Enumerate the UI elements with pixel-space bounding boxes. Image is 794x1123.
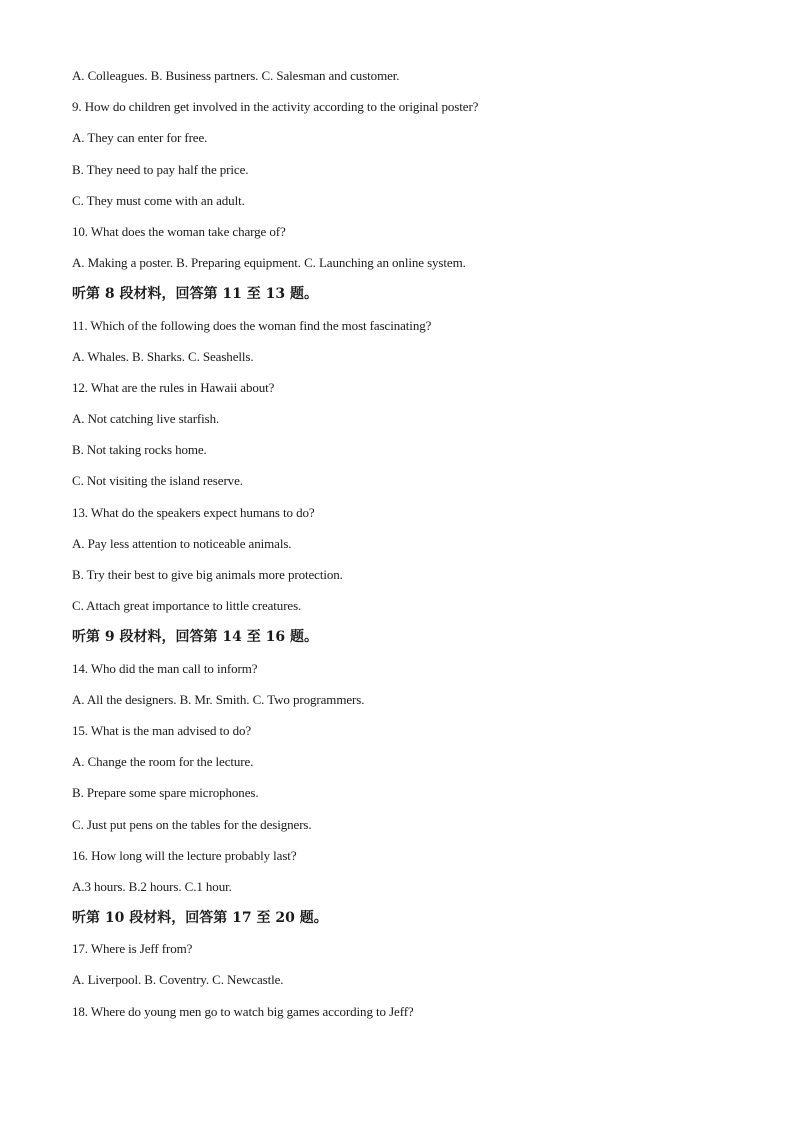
option-15c: C. Just put pens on the tables for the designers. <box>72 816 312 832</box>
section-heading-10: 听第 10 段材料，回答第 17 至 20 题。 <box>72 910 328 927</box>
question-17: 17. Where is Jeff from? <box>72 941 193 957</box>
option-13a: A. Pay less attention to noticeable animals. <box>72 535 292 551</box>
section-heading-9: 听第 9 段材料，回答第 14 至 16 题。 <box>72 629 318 646</box>
answer-options-q16: A.3 hours. B.2 hours. C.1 hour. <box>72 878 232 894</box>
answer-options-q11: A. Whales. B. Sharks. C. Seashells. <box>72 348 254 364</box>
answer-options-q10: A. Making a poster. B. Preparing equipment. C. Launching an online system. <box>72 255 466 271</box>
answer-options-q14: A. All the designers. B. Mr. Smith. C. Two programmers. <box>72 691 365 707</box>
answer-options-q17: A. Liverpool. B. Coventry. C. Newcastle. <box>72 972 284 988</box>
option-13c: C. Attach great importance to little creatures. <box>72 598 302 614</box>
question-14: 14. Who did the man call to inform? <box>72 660 258 676</box>
option-13b: B. Try their best to give big animals more protection. <box>72 567 343 582</box>
question-18: 18. Where do young men go to watch big games according to Jeff? <box>72 1003 414 1019</box>
option-12a: A. Not catching live starfish. <box>72 411 220 427</box>
option-9b: B. They need to pay half the price. <box>72 161 249 177</box>
question-13: 13. What do the speakers expect humans to do? <box>72 504 315 520</box>
question-15: 15. What is the man advised to do? <box>72 722 252 738</box>
question-16: 16. How long will the lecture probably last? <box>72 847 297 863</box>
option-15a: A. Change the room for the lecture. <box>72 754 254 770</box>
option-15b: B. Prepare some spare microphones. <box>72 785 259 801</box>
option-12b: B. Not taking rocks home. <box>72 442 207 458</box>
question-11: 11. Which of the following does the woman find the most fascinating? <box>72 317 432 333</box>
question-10: 10. What does the woman take charge of? <box>72 223 286 239</box>
answer-options-q8: A. Colleagues. B. Business partners. C. Salesman and customer. <box>72 68 400 83</box>
option-9c: C. They must come with an adult. <box>72 192 245 208</box>
option-9a: A. They can enter for free. <box>72 130 208 146</box>
option-12c: C. Not visiting the island reserve. <box>72 473 243 489</box>
question-12: 12. What are the rules in Hawaii about? <box>72 379 275 395</box>
document-page <box>72 67 732 1034</box>
section-heading-8: 听第 8 段材料，回答第 11 至 13 题。 <box>72 286 318 303</box>
question-9: 9. How do children get involved in the activity according to the original poster? <box>72 99 479 115</box>
